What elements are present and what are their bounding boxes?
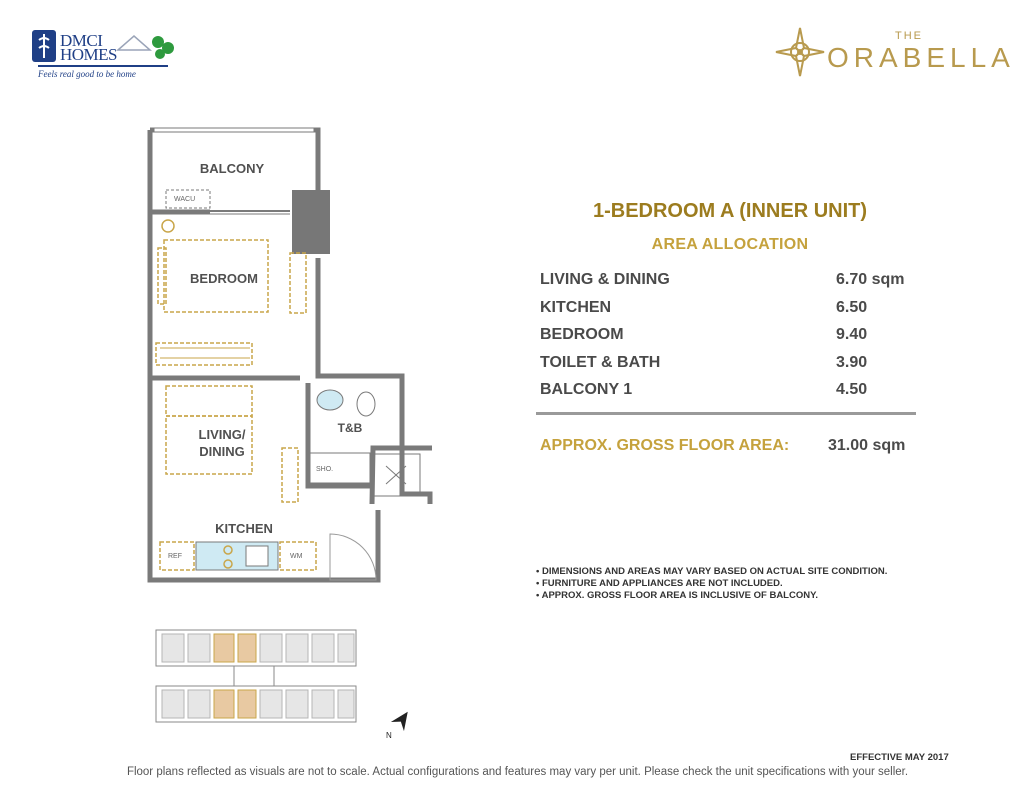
unit-title: 1-BEDROOM A (INNER UNIT) [592,200,868,222]
area-value: 3.90 [836,354,868,371]
orabella-name: ORABELLA [827,42,1015,73]
gross-floor-area-label: APPROX. GROSS FLOOR AREA: [540,437,790,454]
dining-text: DINING [199,444,245,459]
balcony-label: BALCONY [199,161,265,176]
area-value: 6.70 sqm [836,271,905,288]
area-row-toilet-bath [540,354,920,380]
area-row-balcony [540,381,920,407]
area-label: BALCONY 1 [540,381,633,398]
dmci-tagline: Feels real good to be home [38,69,136,79]
gross-floor-area-value: 31.00 sqm [828,437,906,454]
area-label: KITCHEN [540,299,612,316]
kitchen-label: KITCHEN [215,521,273,536]
area-label: LIVING & DINING [540,271,670,288]
north-arrow-icon [391,707,414,731]
area-row-kitchen [540,299,920,325]
dmci-wordmark: DMCI [60,31,103,50]
disclaimer: Floor plans reflected as visuals are not to scale. Actual configurations and features may vary per unit. Please check the unit specifications with your seller. [126,766,909,778]
orabella-logo [775,24,1015,80]
table-divider [536,412,916,415]
orabella-the: THE [895,30,923,42]
unit-floor-plan [130,118,460,598]
wm-label: WM [290,553,303,560]
note-item: • FURNITURE AND APPLIANCES ARE NOT INCLUDED. [536,578,783,589]
area-row-bedroom [540,326,920,352]
notes-list [536,566,936,602]
area-allocation-heading: AREA ALLOCATION [651,236,809,253]
area-label: TOILET & BATH [540,354,661,371]
area-value: 9.40 [836,326,868,343]
living-text: LIVING/ [198,427,246,442]
effective-date: EFFECTIVE MAY 2017 [850,752,949,763]
area-value: 4.50 [836,381,868,398]
note-item: • DIMENSIONS AND AREAS MAY VARY BASED ON ACTUAL SITE CONDITION. [536,566,888,577]
wacu-label: WACU [174,196,196,203]
note-item: • APPROX. GROSS FLOOR AREA IS INCLUSIVE OF BALCONY. [536,590,819,601]
area-value: 6.50 [836,299,868,316]
homes-wordmark: HOMES [60,45,118,64]
key-plan-drawing [148,620,418,740]
orabella-star-icon [775,26,825,78]
area-label: BEDROOM [540,326,624,343]
shower-label: SHO. [316,466,334,473]
toilet-bath-label: T&B [337,421,363,435]
area-row-living-dining [540,271,920,297]
living-dining-label [182,426,262,460]
dmci-homes-logo [30,28,180,84]
floor-plan-drawing [130,118,460,598]
north-label: N [386,731,392,740]
logo-rule [38,65,168,67]
bedroom-label: BEDROOM [190,271,258,286]
ref-label: REF [168,553,182,560]
building-key-plan [148,620,392,740]
